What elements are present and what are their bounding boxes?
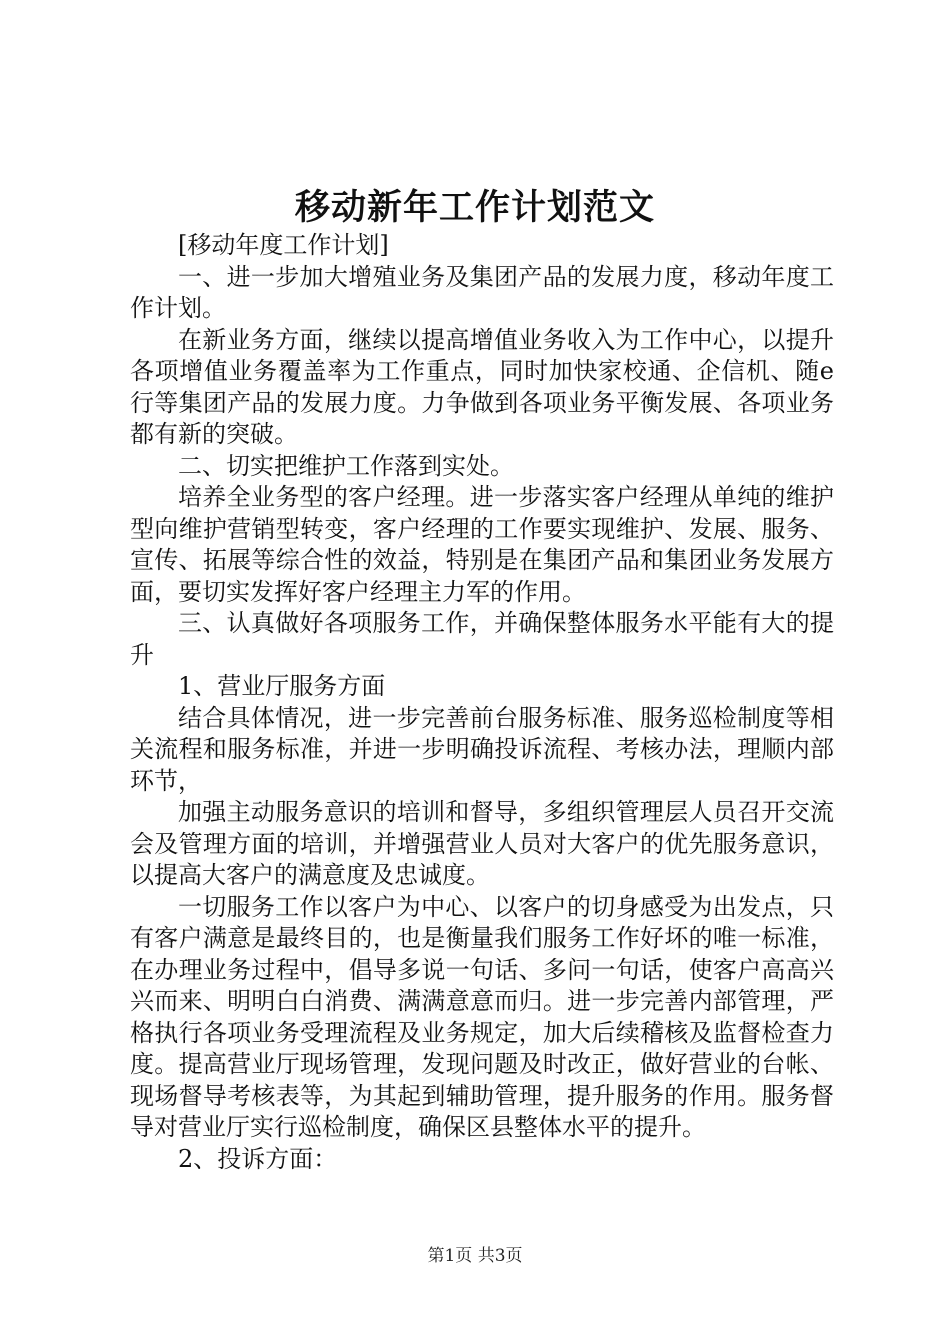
paragraph: 培养全业务型的客户经理。进一步落实客户经理从单纯的维护型向维护营销型转变，客户经理的工作要实现维护、发展、服务、宣传、拓展等综合性的效益，特别是在集团产品和集团业务发展方面，要切实发挥好客户经理主力军的作用。 — [130, 483, 834, 606]
paragraph: 1、营业厅服务方面 — [178, 672, 386, 700]
paragraph: 三、认真做好各项服务工作，并确保整体服务水平能有大的提升 — [130, 609, 834, 669]
paragraph: 二、切实把维护工作落到实处。 — [178, 451, 514, 480]
paragraph: 一切服务工作以客户为中心、以客户的切身感受为出发点，只有客户满意是最终目的，也是衡量我们服务工作好坏的唯一标准，在办理业务过程中，倡导多说一句话、多问一句话，使客户高高兴兴而来、明明白白消费、满满意意而归。进一步完善内部管理，严格执行各项业务受理流程及业务规定，加大后续稽核及监督检查力度。提高营业厅现场管理，发现问题及时改正，做好营业的台帐、现场督导考核表等，为其起到辅助管理，提升服务的作用。服务督导对营业厅实行巡检制度，确保区县整体水平的提升。 — [130, 892, 834, 1141]
paragraph: 在新业务方面，继续以提高增值业务收入为工作中心，以提升各项增值业务覆盖率为工作重点，同时加快家校通、企信机、随e行等集团产品的发展力度。力争做到各项业务平衡发展、各项业务都有新的突破。 — [130, 325, 834, 448]
document-title: 移动新年工作计划范文 — [294, 187, 655, 228]
paragraph: 结合具体情况，进一步完善前台服务标准、服务巡检制度等相关流程和服务标准，并进一步明确投诉流程、考核办法，理顺内部环节， — [130, 703, 834, 795]
page-number-footer: 第1页 共3页 — [427, 1246, 523, 1266]
paragraph: 2、投诉方面： — [178, 1144, 338, 1173]
paragraph: 一、进一步加大增殖业务及集团产品的发展力度，移动年度工作计划。 — [130, 262, 834, 322]
document-body — [130, 230, 834, 1175]
paragraph: [移动年度工作计划] — [178, 231, 389, 259]
paragraph: 加强主动服务意识的培训和督导，多组织管理层人员召开交流会及管理方面的培训，并增强营业人员对大客户的优先服务意识，以提高大客户的满意度及忠诚度。 — [130, 798, 834, 889]
